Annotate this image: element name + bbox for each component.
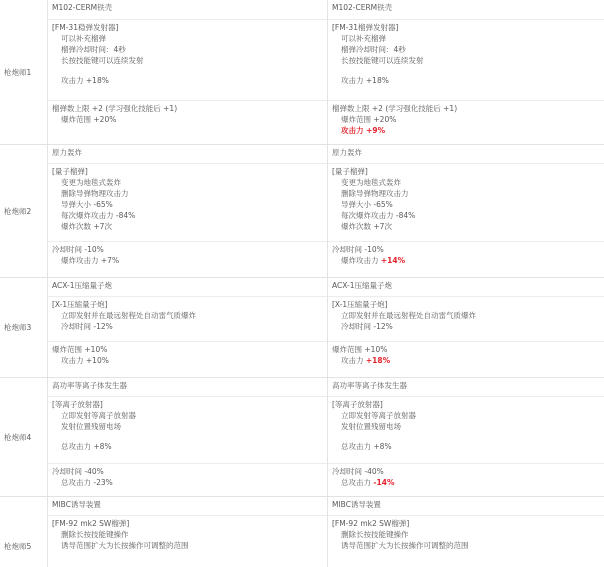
skill-line: 变更为地毯式轰炸	[61, 178, 121, 187]
stat-line: 总攻击力 +8%	[61, 442, 112, 451]
skill-title	[48, 278, 327, 297]
upgrade-detail	[328, 464, 604, 490]
attack-value-highlight: +18%	[365, 356, 391, 365]
bonus-value-highlight: +14%	[380, 256, 406, 265]
skill-line: 冷却时间 -12%	[341, 322, 393, 331]
upgrade-detail	[328, 101, 604, 138]
skill-line: [X-1压缩量子炮]	[332, 300, 388, 309]
skill-line: 变更为地毯式轰炸	[341, 178, 401, 187]
attack-value: +10%	[85, 356, 109, 365]
bonus-value: +7%	[100, 256, 120, 265]
skill-detail	[328, 20, 604, 101]
left-column	[48, 0, 328, 144]
table-row	[0, 145, 604, 278]
bonus-label: 爆炸攻击力	[61, 256, 101, 265]
bonus-label: 爆炸攻击力	[341, 256, 381, 265]
skill-line: 删除导弹物理攻击力	[341, 189, 409, 198]
highlight-label: 攻击力	[341, 126, 367, 135]
left-column	[48, 378, 328, 496]
skill-line: 长按技能键可以连续发射	[341, 56, 424, 65]
skill-detail	[328, 397, 604, 464]
skill-title	[328, 497, 604, 516]
stat-line: 总攻击力 +8%	[341, 442, 392, 451]
skill-detail	[328, 297, 604, 342]
stat-line: 攻击力 +18%	[61, 76, 109, 85]
skill-line: [FM-92 mk2 SW榴弹]	[52, 519, 130, 528]
attack-value: -23%	[93, 478, 113, 487]
attack-label: 总攻击力	[61, 478, 94, 487]
upgrade-line: 爆炸范围 +20%	[341, 115, 397, 124]
skill-title	[328, 145, 604, 164]
highlight-line	[332, 125, 600, 136]
skill-line: 删除长按技能键操作	[341, 530, 409, 539]
skill-detail	[328, 516, 604, 553]
skill-detail	[48, 20, 327, 101]
skill-detail	[328, 164, 604, 242]
skill-title	[48, 0, 327, 20]
bonus-line	[52, 255, 323, 266]
title-text: ACX-1压缩量子炮	[52, 281, 112, 290]
attack-line	[52, 355, 323, 366]
skill-line: 可以补充榴弹	[61, 34, 106, 43]
title-text: MIBC诱导装置	[52, 500, 101, 509]
range-line: 爆炸范围 +10%	[332, 345, 388, 354]
skill-title	[328, 378, 604, 397]
attack-line	[332, 355, 600, 366]
right-column	[328, 378, 604, 496]
title-text: M102-CERM铁壳	[52, 3, 113, 12]
skill-line: 立即发射并在最远射程处自动雷气质爆炸	[61, 311, 196, 320]
title-text: 高功率等离子体发生器	[332, 381, 407, 390]
range-line: 爆炸范围 +10%	[52, 345, 108, 354]
upgrade-line: 爆炸范围 +20%	[61, 115, 117, 124]
skill-title	[48, 497, 327, 516]
cooldown-line: 冷却时间 -10%	[332, 245, 384, 254]
skill-title	[48, 378, 327, 397]
upgrade-detail	[328, 342, 604, 368]
table-row	[0, 378, 604, 497]
skill-line: 删除导弹物理攻击力	[61, 189, 129, 198]
cooldown-line: 冷却时间 -40%	[332, 467, 384, 476]
skill-line: 爆炸次数 +7次	[61, 222, 112, 231]
skill-line: [量子榴弹]	[332, 167, 368, 176]
skill-line: 每次爆炸攻击力 -84%	[341, 211, 416, 220]
skill-line: [等离子放射器]	[52, 400, 103, 409]
skill-line: [等离子放射器]	[332, 400, 383, 409]
skill-line: 立即发射并在最远射程处自动雷气质爆炸	[341, 311, 476, 320]
row-label: 枪炮师1	[0, 0, 48, 144]
table-row	[0, 278, 604, 378]
title-text: 高功率等离子体发生器	[52, 381, 127, 390]
attack-label: 攻击力	[61, 356, 86, 365]
skill-line: 冷却时间 -12%	[61, 322, 113, 331]
table-row	[0, 497, 604, 567]
skill-title	[328, 0, 604, 20]
right-column	[328, 278, 604, 377]
skill-detail	[48, 297, 327, 342]
upgrade-detail	[48, 342, 327, 368]
upgrade-detail	[48, 101, 327, 127]
row-label: 枪炮师3	[0, 278, 48, 377]
skill-title	[48, 145, 327, 164]
skill-line: [X-1压缩量子炮]	[52, 300, 108, 309]
title-text: M102-CERM铁壳	[332, 3, 393, 12]
skill-line: [FM-31榴弹发射器]	[332, 23, 399, 32]
upgrade-detail	[48, 464, 327, 490]
cooldown-line: 冷却时间 -10%	[52, 245, 104, 254]
upgrade-detail	[328, 242, 604, 268]
upgrade-line: 榴弹数上限 +2 (学习强化技能后 +1)	[52, 104, 178, 113]
bonus-line	[332, 255, 600, 266]
title-text: ACX-1压缩量子炮	[332, 281, 392, 290]
skill-line: 每次爆炸攻击力 -84%	[61, 211, 136, 220]
skill-line: 立即发射等离子放射器	[341, 411, 416, 420]
title-text: MIBC诱导装置	[332, 500, 381, 509]
skill-detail	[48, 516, 327, 553]
skill-line: 立即发射等离子放射器	[61, 411, 136, 420]
skill-detail	[48, 397, 327, 464]
attack-line	[332, 477, 600, 488]
left-column	[48, 278, 328, 377]
skill-line: [量子榴弹]	[52, 167, 88, 176]
skill-line: 长按技能键可以连续发射	[61, 56, 144, 65]
row-label: 枪炮师4	[0, 378, 48, 496]
skill-title	[328, 278, 604, 297]
cooldown-line: 冷却时间 -40%	[52, 467, 104, 476]
stat-line: 攻击力 +18%	[341, 76, 389, 85]
upgrade-line: 榴弹数上限 +2 (学习强化技能后 +1)	[332, 104, 458, 113]
skill-line: 删除长按技能键操作	[61, 530, 129, 539]
skill-detail	[48, 164, 327, 242]
attack-label: 总攻击力	[341, 478, 374, 487]
skill-line: 爆炸次数 +7次	[341, 222, 392, 231]
attack-value-highlight: -14%	[373, 478, 395, 487]
table-row	[0, 0, 604, 145]
attack-label: 攻击力	[341, 356, 366, 365]
left-column	[48, 145, 328, 277]
skill-line: 发射位置残留电场	[341, 422, 401, 431]
right-column	[328, 0, 604, 144]
title-text: 原力轰炸	[332, 148, 362, 157]
skill-line: 榴弹冷却时间：4秒	[61, 45, 126, 54]
skill-line: [FM-31稳弹发射器]	[52, 23, 119, 32]
skill-line: 榴弹冷却时间：4秒	[341, 45, 406, 54]
right-column	[328, 145, 604, 277]
skill-line: 导弹大小 -65%	[61, 200, 113, 209]
skill-line: 导弹大小 -65%	[341, 200, 393, 209]
title-text: 原力轰炸	[52, 148, 82, 157]
right-column	[328, 497, 604, 567]
left-column	[48, 497, 328, 567]
highlight-value: +9%	[366, 126, 386, 135]
skill-line: 诱导范围扩大为长按操作可调整的范围	[61, 541, 189, 550]
skill-line: [FM-92 mk2 SW榴弹]	[332, 519, 410, 528]
skill-line: 诱导范围扩大为长按操作可调整的范围	[341, 541, 469, 550]
attack-line	[52, 477, 323, 488]
skill-line: 发射位置残留电场	[61, 422, 121, 431]
upgrade-detail	[48, 242, 327, 268]
row-label: 枪炮师5	[0, 497, 48, 567]
row-label: 枪炮师2	[0, 145, 48, 277]
skill-line: 可以补充榴弹	[341, 34, 386, 43]
